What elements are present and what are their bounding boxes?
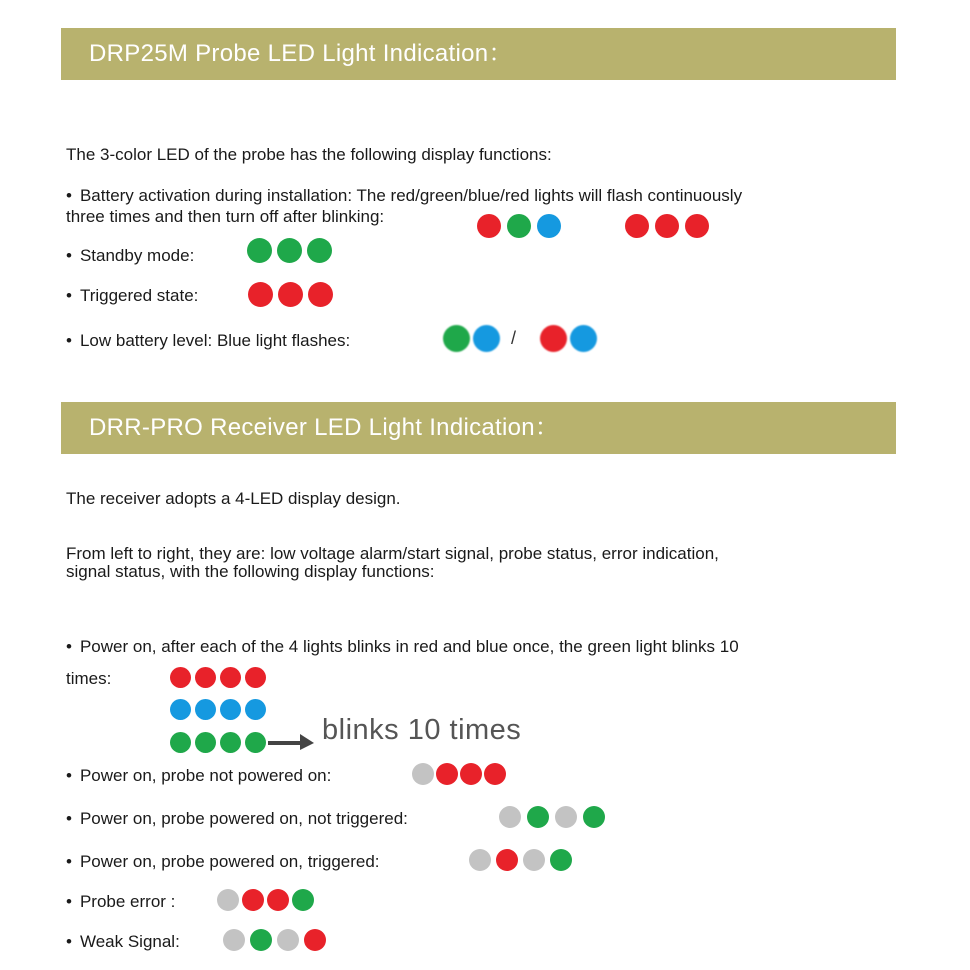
bullet: • <box>66 331 72 350</box>
receiver-state-label: Power on, probe powered on, not triggered: <box>79 809 408 828</box>
receiver-section-banner <box>61 402 896 454</box>
led-green-icon <box>307 238 332 263</box>
led-red-icon <box>278 282 303 307</box>
receiver-state-item <box>66 891 175 912</box>
led-red-icon <box>248 282 273 307</box>
probe-section-banner <box>61 28 896 80</box>
receiver-state-label: Power on, probe powered on, triggered: <box>79 852 380 871</box>
led-green-icon <box>220 732 241 753</box>
bullet: • <box>66 186 72 205</box>
standby-mode-item <box>66 245 194 266</box>
led-group <box>170 732 266 753</box>
led-blue-icon <box>195 699 216 720</box>
low-battery-separator: / <box>511 328 517 348</box>
led-gray-icon <box>523 849 545 871</box>
led-group <box>247 238 332 263</box>
bullet: • <box>66 892 72 911</box>
led-gray-icon <box>277 929 299 951</box>
led-gray-icon <box>499 806 521 828</box>
bullet: • <box>66 246 72 265</box>
probe-section-title: DRP25M Probe LED Light Indication： <box>89 40 513 67</box>
led-blue-icon <box>570 325 597 352</box>
led-gray-icon <box>217 889 239 911</box>
receiver-led-order-text: From left to right, they are: low voltage alarm/start signal, probe status, error indication, signal status, with the following display functions: <box>66 544 719 581</box>
receiver-state-item <box>66 851 380 872</box>
power-on-line2: times: <box>66 669 112 688</box>
led-group <box>217 889 314 911</box>
bullet: • <box>66 809 72 828</box>
led-gray-icon <box>223 929 245 951</box>
arrow-right-icon <box>266 732 316 752</box>
bullet: • <box>66 637 72 656</box>
led-group <box>469 849 572 871</box>
led-group <box>540 325 597 352</box>
led-group <box>499 806 605 828</box>
led-red-icon <box>655 214 679 238</box>
battery-activation-line1 <box>66 185 742 206</box>
led-red-icon <box>484 763 506 785</box>
blinks-10-times-label: blinks 10 times <box>322 714 522 746</box>
bullet: • <box>66 852 72 871</box>
led-blue-icon <box>220 699 241 720</box>
led-green-icon <box>507 214 531 238</box>
led-group <box>477 214 561 238</box>
battery-activation-text: Battery activation during installation: The red/green/blue/red lights will flash continuously <box>79 186 743 205</box>
led-red-icon <box>460 763 482 785</box>
led-red-icon <box>170 667 191 688</box>
led-red-icon <box>308 282 333 307</box>
led-red-icon <box>195 667 216 688</box>
led-gray-icon <box>469 849 491 871</box>
led-gray-icon <box>412 763 434 785</box>
led-red-icon <box>496 849 518 871</box>
led-green-icon <box>583 806 605 828</box>
led-blue-icon <box>170 699 191 720</box>
low-battery-item <box>66 330 350 351</box>
led-green-icon <box>170 732 191 753</box>
led-red-icon <box>242 889 264 911</box>
led-red-icon <box>267 889 289 911</box>
led-group <box>412 763 506 785</box>
led-green-icon <box>277 238 302 263</box>
led-red-icon <box>220 667 241 688</box>
power-on-text: Power on, after each of the 4 lights blinks in red and blue once, the green light blinks 10 <box>79 637 739 656</box>
receiver-state-item <box>66 808 408 829</box>
led-gray-icon <box>555 806 577 828</box>
led-group <box>170 667 266 688</box>
led-red-icon <box>477 214 501 238</box>
receiver-intro: The receiver adopts a 4-LED display design. <box>66 489 401 508</box>
receiver-state-item <box>66 931 180 952</box>
probe-intro: The 3-color LED of the probe has the following display functions: <box>66 145 552 164</box>
led-group <box>170 699 266 720</box>
power-on-line1 <box>66 636 739 657</box>
led-red-icon <box>436 763 458 785</box>
led-group <box>443 325 500 352</box>
receiver-state-label: Power on, probe not powered on: <box>79 766 332 785</box>
low-battery-label: Low battery level: Blue light flashes: <box>79 331 351 350</box>
led-blue-icon <box>245 699 266 720</box>
led-red-icon <box>685 214 709 238</box>
standby-mode-label: Standby mode: <box>79 246 195 265</box>
led-group <box>248 282 333 307</box>
bullet: • <box>66 286 72 305</box>
led-group <box>625 214 709 238</box>
led-red-icon <box>245 667 266 688</box>
led-group <box>223 929 326 951</box>
led-green-icon <box>195 732 216 753</box>
triggered-state-item <box>66 285 198 306</box>
battery-activation-line2: three times and then turn off after blinking: <box>66 207 385 226</box>
led-green-icon <box>550 849 572 871</box>
led-green-icon <box>443 325 470 352</box>
led-red-icon <box>625 214 649 238</box>
led-blue-icon <box>537 214 561 238</box>
receiver-state-item <box>66 765 331 786</box>
receiver-state-label: Weak Signal: <box>79 932 180 951</box>
led-red-icon <box>304 929 326 951</box>
led-green-icon <box>292 889 314 911</box>
bullet: • <box>66 766 72 785</box>
triggered-state-label: Triggered state: <box>79 286 199 305</box>
receiver-section-title: DRR-PRO Receiver LED Light Indication： <box>89 414 560 441</box>
led-green-icon <box>245 732 266 753</box>
receiver-state-label: Probe error : <box>79 892 176 911</box>
led-red-icon <box>540 325 567 352</box>
led-blue-icon <box>473 325 500 352</box>
led-green-icon <box>250 929 272 951</box>
led-green-icon <box>247 238 272 263</box>
bullet: • <box>66 932 72 951</box>
led-green-icon <box>527 806 549 828</box>
